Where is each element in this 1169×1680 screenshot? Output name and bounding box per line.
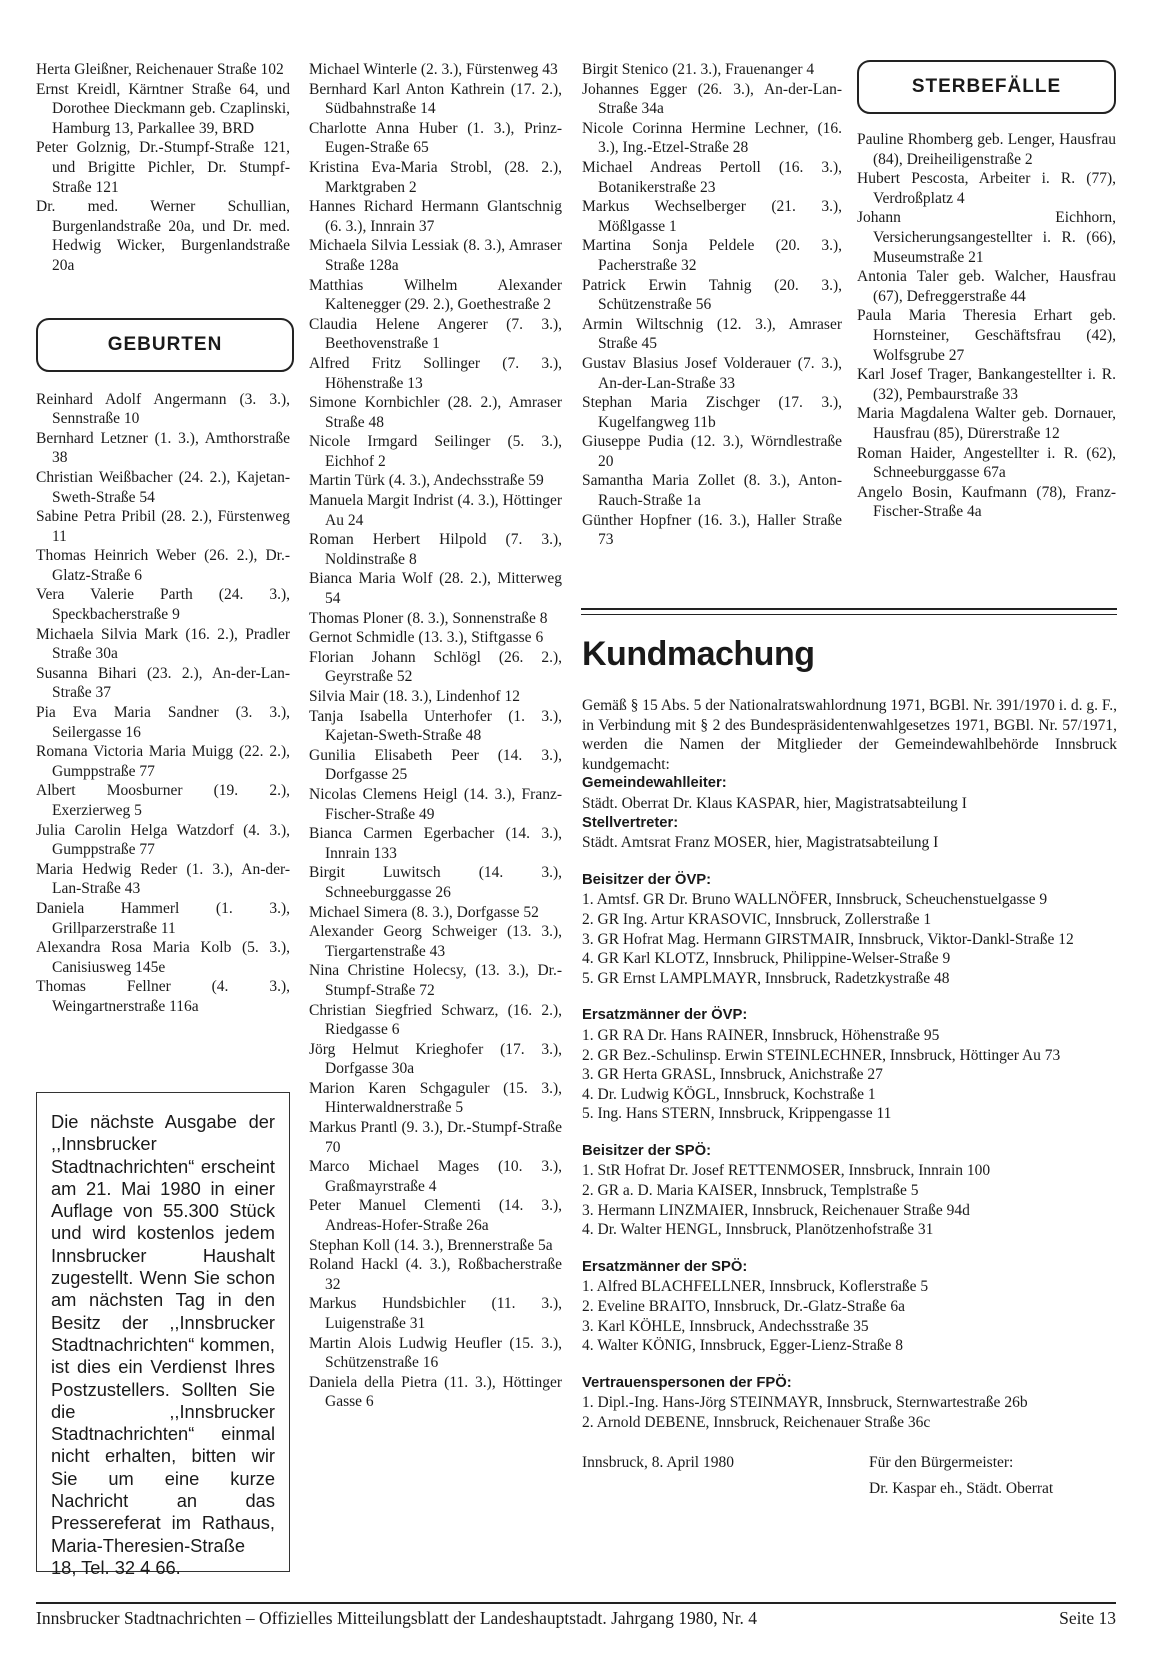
list-entry: Birgit Luwitsch (14. 3.), Schneeburggasse 26 xyxy=(309,864,562,901)
kundmachung-section xyxy=(582,628,1117,1513)
list-entry: Ernst Kreidl, Kärntner Straße 64, und Dorothee Dieckmann geb. Czaplinski, Hamburg 13, Parkallee 39, BRD xyxy=(36,80,290,137)
fpoe-label: Vertrauenspersonen der FPÖ: xyxy=(582,1374,792,1391)
list-entry: Reinhard Adolf Angermann (3. 3.), Sennstraße 10 xyxy=(36,390,290,428)
list-entry: Hannes Richard Hermann Glantschnig (6. 3.), Innrain 37 xyxy=(309,198,562,235)
member-entry: 4. Dr. Walter HENGL, Innsbruck, Planötzenhofstraße 31 xyxy=(582,1221,934,1239)
list-entry: Gunilia Elisabeth Peer (14. 3.), Dorfgasse 25 xyxy=(309,746,562,784)
list-entry: Stephan Koll (14. 3.), Brennerstraße 5a xyxy=(309,1236,553,1254)
list-entry: Armin Wiltschnig (12. 3.), Amraser Straße 45 xyxy=(582,315,842,353)
signoff xyxy=(582,1453,1117,1513)
column-4 xyxy=(857,60,1116,522)
page-number: Seite 13 xyxy=(1059,1608,1116,1628)
list-entry: Florian Johann Schlögl (26. 2.), Geyrstraße 52 xyxy=(309,648,562,686)
member-entry: 3. GR Hofrat Mag. Hermann GIRSTMAIR, Innsbruck, Viktor-Dankl-Straße 12 xyxy=(582,930,1074,948)
member-entry: 2. Eveline BRAITO, Innsbruck, Dr.-Glatz-Straße 6a xyxy=(582,1298,905,1316)
list-entry: Maria Hedwig Reder (1. 3.), An-der-Lan-Straße 43 xyxy=(36,860,290,898)
list-entry: Thomas Ploner (8. 3.), Sonnenstraße 8 xyxy=(309,609,548,627)
list-entry: Peter Manuel Clementi (14. 3.), Andreas-Hofer-Straße 26a xyxy=(309,1197,562,1235)
list-entry: Tanja Isabella Unterhofer (1. 3.), Kajetan-Sweth-Straße 48 xyxy=(309,707,562,745)
list-entry: Christian Weißbacher (24. 2.), Kajetan-Sweth-Straße 54 xyxy=(36,468,290,506)
list-entry: Alexander Georg Schweiger (13. 3.), Tiergartenstraße 43 xyxy=(309,923,562,960)
list-entry: Paula Maria Theresia Erhart geb. Hornsteiner, Geschäftsfrau (42), Wolfsgrube 27 xyxy=(857,307,1116,364)
list-entry: Nicole Irmgard Seilinger (5. 3.), Eichhof 2 xyxy=(309,433,562,470)
list-entry: Matthias Wilhelm Alexander Kaltenegger (29. 2.), Goethestraße 2 xyxy=(309,276,562,314)
birth-list-3 xyxy=(582,60,842,550)
list-entry: Albert Moosburner (19. 2.), Exerzierweg 5 xyxy=(36,782,290,819)
member-entry: 5. Ing. Hans STERN, Innsbruck, Krippengasse 11 xyxy=(582,1105,892,1123)
list-entry: Markus Hundsbichler (11. 3.), Luigenstraße 31 xyxy=(309,1295,562,1332)
list-entry: Patrick Erwin Tahnig (20. 3.), Schützenstraße 56 xyxy=(582,276,842,314)
list-entry: Giuseppe Pudia (12. 3.), Wörndlestraße 20 xyxy=(582,433,842,470)
list-entry: Vera Valerie Parth (24. 3.), Speckbacherstraße 9 xyxy=(36,586,290,624)
oevp-ersatz-label: Ersatzmänner der ÖVP: xyxy=(582,1007,748,1024)
list-entry: Thomas Heinrich Weber (26. 2.), Dr.-Glatz-Straße 6 xyxy=(36,547,290,584)
list-entry: Johannes Egger (26. 3.), An-der-Lan-Straße 34a xyxy=(582,80,842,118)
list-entry: Thomas Fellner (4. 3.), Weingartnerstraße 116a xyxy=(36,978,290,1015)
list-entry: Charlotte Anna Huber (1. 3.), Prinz-Eugen-Straße 65 xyxy=(309,119,562,157)
spoe-list xyxy=(582,1161,1117,1239)
list-entry: Pauline Rhomberg geb. Lenger, Hausfrau (84), Dreiheiligenstraße 2 xyxy=(857,131,1116,168)
list-entry: Michael Winterle (2. 3.), Fürstenweg 43 xyxy=(309,61,558,78)
list-entry: Claudia Helene Angerer (7. 3.), Beethovenstraße 1 xyxy=(309,315,562,353)
list-entry: Michael Simera (8. 3.), Dorfgasse 52 xyxy=(309,903,539,921)
list-entry: Gustav Blasius Josef Volderauer (7. 3.), An-der-Lan-Straße 33 xyxy=(582,354,842,392)
list-entry: Johann Eichhorn, Versicherungsangestellter i. R. (66), Museumstraße 21 xyxy=(857,209,1116,266)
list-entry: Roman Herbert Hilpold (7. 3.), Noldinstraße 8 xyxy=(309,531,562,568)
stellv-label: Stellvertreter: xyxy=(582,814,679,831)
list-entry: Michaela Silvia Lessiak (8. 3.), Amraser Straße 128a xyxy=(309,237,562,274)
list-entry: Martina Sonja Peldele (20. 3.), Pacherstraße 32 xyxy=(582,237,842,274)
kundmachung-intro: Gemäß § 15 Abs. 5 der Nationalratswahlordnung 1971, BGBl. Nr. 391/1970 i. d. g. F., in Verbindung mit § 2 des Bundespräsidentenwahlgesetzes 1971, BGBl. Nr. 57/1971, werden die Namen der Mitglieder der Gemeindewahlbehörde Innsbruck kundgemacht: xyxy=(582,697,1117,773)
spoe-ersatz-label: Ersatzmänner der SPÖ: xyxy=(582,1258,748,1275)
list-entry: Hubert Pescosta, Arbeiter i. R. (77), Verdroßplatz 4 xyxy=(857,170,1116,207)
leiter-label: Gemeindewahlleiter: xyxy=(582,775,727,792)
list-entry: Sabine Petra Pribil (28. 2.), Fürstenweg 11 xyxy=(36,508,290,545)
member-entry: 4. GR Karl KLOTZ, Innsbruck, Philippine-Welser-Straße 9 xyxy=(582,950,951,968)
next-issue-notice: Die nächste Ausgabe der ,,Innsbrucker Stadtnachrichten“ erscheint am 21. Mai 1980 in einer Auflage von 55.300 Stück und wird kostenlos jedem Innsbrucker Haushalt zugestellt. Wenn Sie schon am nächsten Tag in den Besitz der ,,Innsbrucker Stadtnachrichten“ kommen, ist dies ein Verdienst Ihres Postzustellers. Sollten Sie die ,,Innsbrucker Stadtnachrichten“ einmal nicht erhalten, bitten wir Sie um eine kurze Nachricht an das Pressereferat im Rathaus, Maria-Theresien-Straße 18, Tel. 32 4 66. xyxy=(36,1092,290,1572)
member-entry: 2. GR Ing. Artur KRASOVIC, Innsbruck, Zollerstraße 1 xyxy=(582,910,932,928)
page-footer xyxy=(36,1602,1116,1629)
list-entry: Alfred Fritz Sollinger (7. 3.), Höhenstraße 13 xyxy=(309,354,562,392)
signature: Dr. Kaspar eh., Städt. Oberrat xyxy=(869,1479,1054,1497)
birth-list-1 xyxy=(36,390,290,1017)
section-divider xyxy=(581,608,1117,615)
member-entry: 2. GR Bez.-Schulinsp. Erwin STEINLECHNER, Innsbruck, Höttinger Au 73 xyxy=(582,1046,1061,1064)
list-entry: Susanna Bihari (23. 2.), An-der-Lan-Straße 37 xyxy=(36,664,290,702)
list-entry: Dr. med. Werner Schullian, Burgenlandstraße 20a, und Dr. med. Hedwig Wicker, Burgenlandstraße 20a xyxy=(36,198,290,274)
list-entry: Bianca Carmen Egerbacher (14. 3.), Innrain 133 xyxy=(309,825,562,862)
kundmachung-title: Kundmachung xyxy=(582,635,815,673)
leiter-name: Städt. Oberrat Dr. Klaus KASPAR, hier, Magistratsabteilung I xyxy=(582,794,967,812)
oevp-list xyxy=(582,890,1117,988)
member-entry: 2. Arnold DEBENE, Innsbruck, Reichenauer Straße 36c xyxy=(582,1414,931,1431)
list-entry: Samantha Maria Zollet (8. 3.), Anton-Rauch-Straße 1a xyxy=(582,472,842,510)
list-entry: Antonia Taler geb. Walcher, Hausfrau (67), Defreggerstraße 44 xyxy=(857,268,1116,305)
member-entry: 4. Dr. Ludwig KÖGL, Innsbruck, Kochstraße 1 xyxy=(582,1085,876,1103)
list-entry: Christian Siegfried Schwarz, (16. 2.), Riedgasse 6 xyxy=(309,1001,562,1039)
member-entry: 5. GR Ernst LAMPLMAYR, Innsbruck, Radetzkystraße 48 xyxy=(582,969,950,987)
list-entry: Manuela Margit Indrist (4. 3.), Höttinger Au 24 xyxy=(309,492,562,529)
marriage-list xyxy=(36,60,290,276)
list-entry: Julia Carolin Helga Watzdorf (4. 3.), Gumppstraße 77 xyxy=(36,821,290,859)
member-entry: 1. StR Hofrat Dr. Josef RETTENMOSER, Innsbruck, Innrain 100 xyxy=(582,1162,991,1180)
list-entry: Kristina Eva-Maria Strobl, (28. 2.), Marktgraben 2 xyxy=(309,158,562,196)
member-entry: 3. Hermann LINZMAIER, Innsbruck, Reichenauer Straße 94d xyxy=(582,1201,970,1219)
list-entry: Stephan Maria Zischger (17. 3.), Kugelfangweg 11b xyxy=(582,394,842,431)
list-entry: Romana Victoria Maria Muigg (22. 2.), Gumppstraße 77 xyxy=(36,743,290,780)
list-entry: Nicolas Clemens Heigl (14. 3.), Franz-Fischer-Straße 49 xyxy=(309,785,562,823)
member-entry: 3. Karl KÖHLE, Innsbruck, Andechsstraße 35 xyxy=(582,1317,869,1335)
list-entry: Nina Christine Holecsy, (13. 3.), Dr.-Stumpf-Straße 72 xyxy=(309,962,562,999)
stellv-name: Städt. Amtsrat Franz MOSER, hier, Magistratsabteilung I xyxy=(582,834,939,852)
oevp-label: Beisitzer der ÖVP: xyxy=(582,871,712,888)
list-entry: Pia Eva Maria Sandner (3. 3.), Seilergasse 16 xyxy=(36,704,290,741)
list-entry: Daniela della Pietra (11. 3.), Höttinger Gasse 6 xyxy=(309,1373,562,1411)
list-entry: Peter Golznig, Dr.-Stumpf-Straße 121, und Brigitte Pichler, Dr. Stumpf-Straße 121 xyxy=(36,139,290,196)
footer-publication: Innsbrucker Stadtnachrichten – Offizielles Mitteilungsblatt der Landeshauptstadt. Jahrgang 1980, Nr. 4 xyxy=(36,1608,758,1628)
list-entry: Marion Karen Schgaguler (15. 3.), Hinterwaldnerstraße 5 xyxy=(309,1079,562,1117)
member-entry: 1. GR RA Dr. Hans RAINER, Innsbruck, Höhenstraße 95 xyxy=(582,1026,940,1044)
fpoe-list xyxy=(582,1393,1117,1432)
list-entry: Markus Wechselberger (21. 3.), Mößlgasse 1 xyxy=(582,198,842,235)
list-entry: Marco Michael Mages (10. 3.), Graßmayrstraße 4 xyxy=(309,1158,562,1195)
list-entry: Herta Gleißner, Reichenauer Straße 102 xyxy=(36,61,284,78)
list-entry: Gernot Schmidle (13. 3.), Stiftgasse 6 xyxy=(309,629,544,647)
birth-list-2 xyxy=(309,60,562,1412)
member-entry: 1. Dipl.-Ing. Hans-Jörg STEINMAYR, Innsbruck, Sternwartestraße 26b xyxy=(582,1394,1028,1412)
list-entry: Silvia Mair (18. 3.), Lindenhof 12 xyxy=(309,688,520,705)
list-entry: Günther Hopfner (16. 3.), Haller Straße 73 xyxy=(582,511,842,549)
for-mayor: Für den Bürgermeister: xyxy=(869,1453,1014,1471)
place-date: Innsbruck, 8. April 1980 xyxy=(582,1453,734,1471)
member-entry: 4. Walter KÖNIG, Innsbruck, Egger-Lienz-Straße 8 xyxy=(582,1337,903,1355)
member-entry: 1. Amtsf. GR Dr. Bruno WALLNÖFER, Innsbruck, Scheuchenstuelgasse 9 xyxy=(582,891,1048,909)
member-entry: 1. Alfred BLACHFELLNER, Innsbruck, Koflerstraße 5 xyxy=(582,1278,929,1296)
list-entry: Bernhard Letzner (1. 3.), Amthorstraße 38 xyxy=(36,429,290,467)
geburten-heading: GEBURTEN xyxy=(36,318,294,372)
member-entry: 3. GR Herta GRASL, Innsbruck, Anichstraße 27 xyxy=(582,1066,883,1084)
list-entry: Roman Haider, Angestellter i. R. (62), Schneeburggasse 67a xyxy=(857,444,1116,482)
member-entry: 2. GR a. D. Maria KAISER, Innsbruck, Templstraße 5 xyxy=(582,1182,919,1200)
list-entry: Michaela Silvia Mark (16. 2.), Pradler Straße 30a xyxy=(36,625,290,663)
list-entry: Roland Hackl (4. 3.), Roßbacherstraße 32 xyxy=(309,1256,562,1293)
list-entry: Martin Alois Ludwig Heufler (15. 3.), Schützenstraße 16 xyxy=(309,1334,562,1372)
list-entry: Birgit Stenico (21. 3.), Frauenanger 4 xyxy=(582,61,815,78)
list-entry: Karl Josef Trager, Bankangestellter i. R. (32), Pembaurstraße 33 xyxy=(857,366,1116,403)
column-1 xyxy=(36,60,290,1017)
list-entry: Simone Kornbichler (28. 2.), Amraser Straße 48 xyxy=(309,394,562,431)
death-list xyxy=(857,130,1116,522)
list-entry: Maria Magdalena Walter geb. Dornauer, Hausfrau (85), Dürerstraße 12 xyxy=(857,405,1116,442)
list-entry: Jörg Helmut Krieghofer (17. 3.), Dorfgasse 30a xyxy=(309,1040,562,1078)
spoe-ersatz-list xyxy=(582,1277,1117,1355)
spoe-label: Beisitzer der SPÖ: xyxy=(582,1142,712,1159)
oevp-ersatz-list xyxy=(582,1026,1117,1124)
list-entry: Daniela Hammerl (1. 3.), Grillparzerstraße 11 xyxy=(36,899,290,937)
list-entry: Bernhard Karl Anton Kathrein (17. 2.), Südbahnstraße 14 xyxy=(309,80,562,118)
list-entry: Nicole Corinna Hermine Lechner, (16. 3.), Ing.-Etzel-Straße 28 xyxy=(582,119,842,157)
list-entry: Michael Andreas Pertoll (16. 3.), Botanikerstraße 23 xyxy=(582,158,842,196)
list-entry: Angelo Bosin, Kaufmann (78), Franz-Fischer-Straße 4a xyxy=(857,483,1116,521)
list-entry: Martin Türk (4. 3.), Andechsstraße 59 xyxy=(309,472,544,490)
list-entry: Bianca Maria Wolf (28. 2.), Mitterweg 54 xyxy=(309,570,562,608)
sterbefaelle-heading: STERBEFÄLLE xyxy=(857,60,1116,114)
list-entry: Alexandra Rosa Maria Kolb (5. 3.), Canisiusweg 145e xyxy=(36,939,290,976)
list-entry: Markus Prantl (9. 3.), Dr.-Stumpf-Straße 70 xyxy=(309,1119,562,1156)
